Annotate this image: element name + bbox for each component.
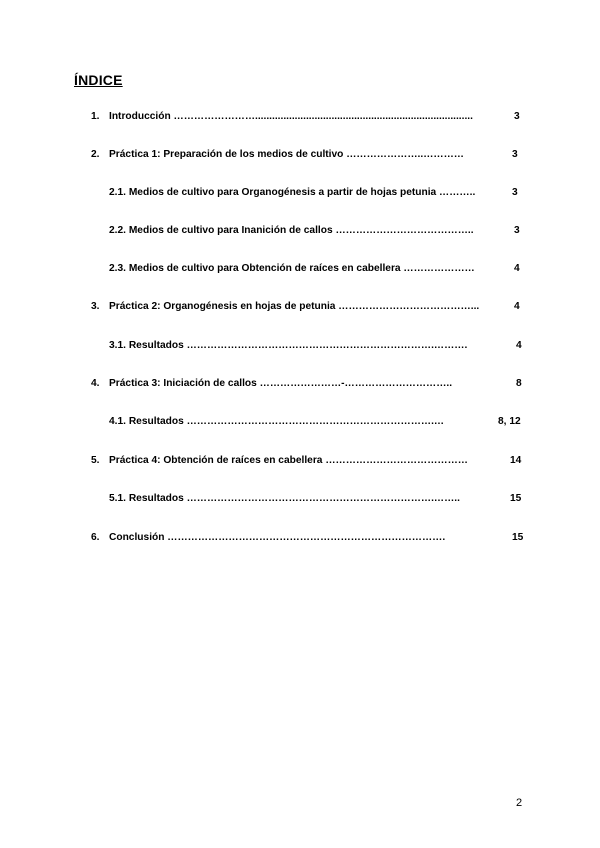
- index-title: ÍNDICE: [74, 72, 123, 88]
- toc-entry-leader: ……………………………………………………………….……..: [183, 493, 460, 504]
- toc-entry-leader: ………..: [436, 187, 476, 198]
- toc-entry-number: 3.: [91, 301, 100, 312]
- toc-entry-leader: ……………………………………………………………………….: [164, 532, 446, 543]
- page-number: 2: [516, 797, 523, 809]
- toc-entry-number: 4.: [91, 378, 100, 389]
- toc-entry-page: 4: [516, 340, 522, 351]
- toc-entry-leader: ……………………………………: [322, 455, 468, 466]
- toc-entry-label: 2.3. Medios de cultivo para Obtención de raíces en cabellera …………………: [109, 263, 475, 274]
- toc-entry-number: 5.: [91, 455, 100, 466]
- toc-entry-number: 2.: [91, 149, 100, 160]
- toc-entry-label: Práctica 4: Obtención de raíces en cabellera ……………………………………: [109, 455, 468, 466]
- toc-entry-page: 3: [514, 111, 520, 122]
- toc-entry-leader: ……………………-…………………………..: [256, 378, 453, 389]
- toc-entry-number: 6.: [91, 532, 100, 543]
- toc-entry-label: Conclusión ……………………………………………………………………….: [109, 532, 446, 543]
- toc-entry-page: 8: [516, 378, 522, 389]
- toc-entry-label: 5.1. Resultados ……………………………………………………………….……..: [109, 493, 460, 504]
- toc-entry-page: 4: [514, 301, 520, 312]
- toc-entry-label: 4.1. Resultados ……………………………………………………………….…: [109, 416, 445, 427]
- toc-entry-leader: …………………: [400, 263, 475, 274]
- toc-entry-label: Práctica 1: Preparación de los medios de cultivo …………………..…………: [109, 149, 464, 160]
- toc-entry-leader: …………………………………..: [332, 225, 474, 236]
- toc-entry-leader: …………………….............................................................................: [170, 111, 473, 122]
- toc-entry-leader: …………………………………...: [335, 301, 480, 312]
- toc-entry-leader: …………………..…………: [343, 149, 464, 160]
- toc-entry-label: Práctica 3: Iniciación de callos ……………………-…………………………..: [109, 378, 453, 389]
- toc-entry-label: 3.1. Resultados ……………………………………………………………….……….: [109, 340, 468, 351]
- toc-entry-page: 8, 12: [498, 416, 521, 427]
- toc-entry-page: 3: [514, 225, 520, 236]
- toc-entry-page: 4: [514, 263, 520, 274]
- toc-entry-label: 2.2. Medios de cultivo para Inanición de callos …………………………………..: [109, 225, 474, 236]
- toc-entry-label: Introducción …………………….............................................................................: [109, 111, 473, 122]
- toc-entry-label: 2.1. Medios de cultivo para Organogénesis a partir de hojas petunia ………..: [109, 187, 476, 198]
- toc-entry-page: 15: [512, 532, 524, 543]
- toc-entry-page: 3: [512, 187, 518, 198]
- toc-entry-page: 3: [512, 149, 518, 160]
- toc-entry-page: 15: [510, 493, 522, 504]
- toc-entry-leader: ……………………………………………………………….……….: [183, 340, 468, 351]
- toc-entry-leader: ……………………………………………………………….…: [183, 416, 445, 427]
- toc-entry-label: Práctica 2: Organogénesis en hojas de petunia …………………………………...: [109, 301, 480, 312]
- toc-entry-number: 1.: [91, 111, 100, 122]
- toc-entry-page: 14: [510, 455, 522, 466]
